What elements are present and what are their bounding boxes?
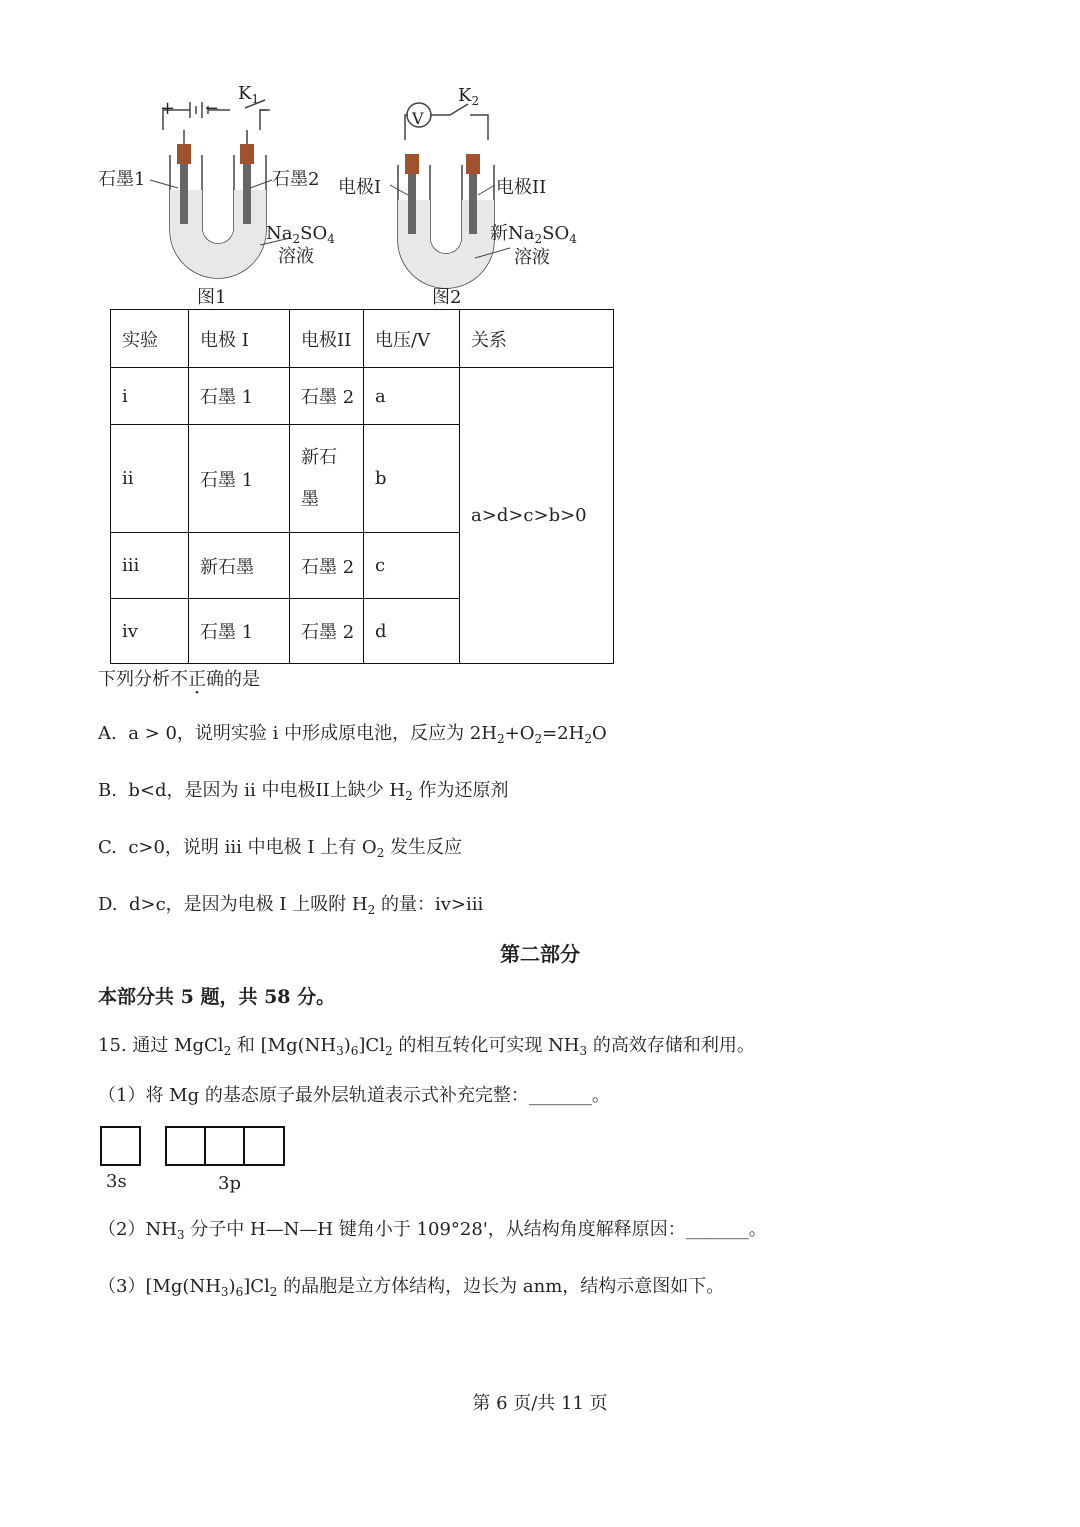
table-cell: c — [364, 533, 460, 599]
table-cell: d — [364, 599, 460, 664]
question-15: 15. 通过 MgCl$_2$ 和 $[Mg(NH_3)_6]Cl_2$ 的相互转化可实现 $NH_3$ 的高效存储和利用。 — [98, 1035, 755, 1058]
table-header: 关系 — [460, 310, 614, 368]
orbital-3s-label: 3s — [106, 1171, 127, 1192]
table-cell: 石墨 2 — [290, 368, 364, 425]
table-row — [111, 368, 614, 425]
option-d: D. d>c，是因为电极 I 上吸附 $H_2$ 的量：iv>iii — [98, 894, 484, 917]
experiment-table — [110, 309, 614, 664]
fig2-switch-label: $K_2$ — [458, 85, 480, 108]
section-description: 本部分共 5 题，共 58 分。 — [98, 986, 336, 1008]
table-cell: 石墨 1 — [189, 599, 290, 664]
fig1-caption: 图1 — [197, 287, 227, 308]
table-header: 电压/V — [364, 310, 460, 368]
fig1-switch-label: $K_1$ — [238, 83, 260, 106]
table-header-row — [111, 310, 614, 368]
fig1-left-electrode-label: 石墨1 — [98, 169, 146, 190]
section-title: 第二部分 — [500, 942, 580, 966]
option-a: A. a > 0，说明实验 i 中形成原电池，反应为 $2H_2+O_2=2H_2O$ — [98, 723, 607, 746]
orbital-3p-box — [165, 1126, 206, 1166]
table-cell: b — [364, 425, 460, 533]
table-header: 电极II — [290, 310, 364, 368]
fig2-voltmeter-label: V — [412, 109, 424, 128]
fig1-solution-label-2: 溶液 — [278, 246, 314, 267]
fig1-plus-sign: + — [160, 98, 176, 119]
fig2-right-electrode-label: 电极II — [496, 177, 547, 198]
question-15-part-3: $(3)[Mg(NH_3)_6]Cl_2$ 的晶胞是立方体结构，边长为 anm，结构示意图如下。 — [98, 1276, 725, 1299]
question-stem: 下列分析不正确的是 — [98, 669, 260, 690]
table-cell: iii — [111, 533, 189, 599]
fig2-caption: 图2 — [432, 287, 462, 308]
question-15-part-2: $(2)NH_3$ 分子中 H—N—H 键角小于 109°28'，从结构角度解释原因：_______。 — [98, 1219, 767, 1242]
table-header: 电极 I — [189, 310, 290, 368]
table-cell: 新石墨 — [189, 533, 290, 599]
table-cell: 石墨 1 — [189, 368, 290, 425]
fig1-minus-sign: − — [204, 98, 220, 119]
table-cell: 石墨 2 — [290, 599, 364, 664]
emphasis-text: 不正确 — [170, 669, 224, 690]
orbital-3p-label: 3p — [218, 1173, 241, 1194]
fig2-left-electrode-label: 电极I — [338, 177, 382, 198]
table-cell: ii — [111, 425, 189, 533]
table-cell: 石墨 2 — [290, 533, 364, 599]
option-b: B. b<d，是因为 ii 中电极II上缺少 $H_2$ 作为还原剂 — [98, 780, 509, 803]
fig1-right-electrode-label: 石墨2 — [272, 169, 320, 190]
fig2-solution-label-2: 溶液 — [514, 247, 550, 268]
page-footer: 第 6 页/共 11 页 — [472, 1393, 608, 1414]
table-header: 实验 — [111, 310, 189, 368]
fig2-solution-label: 新$Na_2SO_4$ — [490, 223, 577, 246]
fig1-solution-label: $Na_2SO_4$ — [266, 223, 335, 246]
relation-cell: a>d>c>b>0 — [460, 368, 614, 664]
question-15-part-1: （1）将 Mg 的基态原子最外层轨道表示式补充完整：_______。 — [98, 1085, 610, 1106]
table-cell: 石墨 1 — [189, 425, 290, 533]
orbital-3p-box — [204, 1126, 245, 1166]
orbital-3p-box — [243, 1126, 285, 1166]
table-cell: i — [111, 368, 189, 425]
orbital-3s-box — [100, 1126, 141, 1166]
option-c: C. c>0，说明 iii 中电极 I 上有 $O_2$ 发生反应 — [98, 837, 463, 860]
table-cell: iv — [111, 599, 189, 664]
table-cell: 新石 墨 — [290, 425, 364, 533]
table-cell: a — [364, 368, 460, 425]
